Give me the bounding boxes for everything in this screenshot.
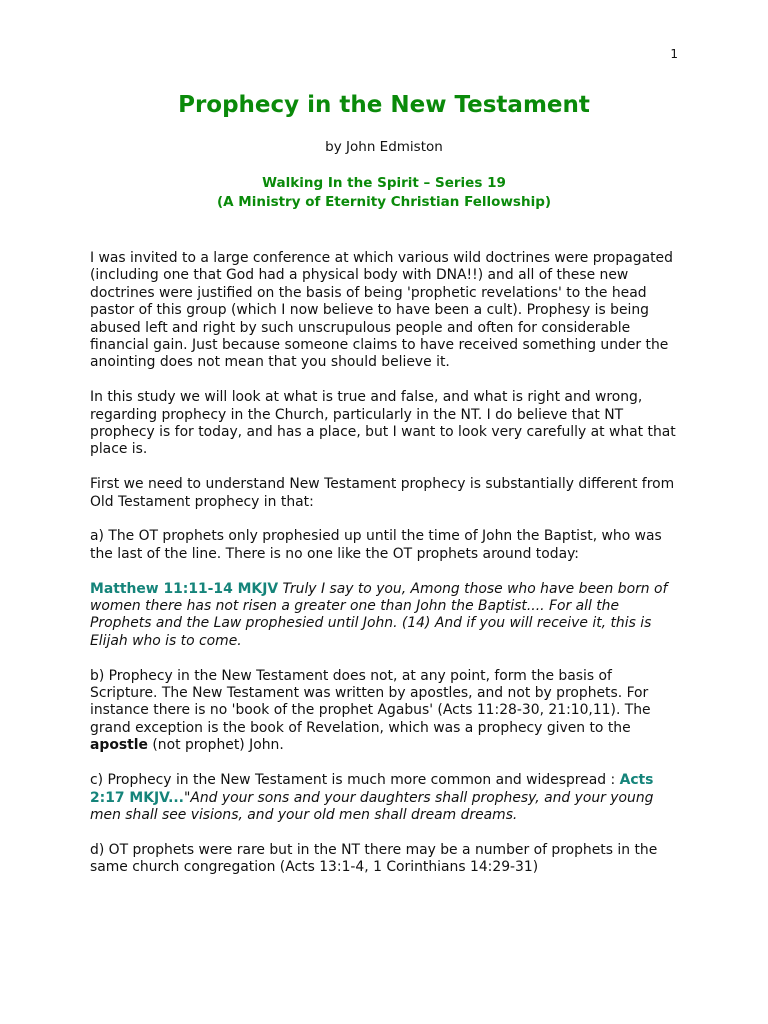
paragraph-first-point: First we need to understand New Testament prophecy is substantially different from Old Testament prophecy in that: xyxy=(90,476,675,510)
verse-reference-acts: Acts 2:17 MKJV... xyxy=(90,772,654,806)
page-number: 1 xyxy=(670,47,678,61)
series-title: Walking In the Spirit – Series 19 xyxy=(262,175,506,191)
point-c-text: c) Prophecy in the New Testament is much more common and widespread : xyxy=(90,772,620,789)
verse-text: Truly I say to you, Among those who have been born of women there has not risen a greater one than John the Baptist.... For all the Prophets and the Law prophesied until John. (14) And if you will receive it, this is Elijah who is to come. xyxy=(90,580,668,649)
paragraph-point-c xyxy=(90,772,682,824)
document-title: Prophecy in the New Testament xyxy=(178,92,590,118)
document-body xyxy=(90,250,682,894)
verse-matthew xyxy=(90,581,682,651)
point-b-emphasis: apostle xyxy=(90,737,148,754)
author-line: by John Edmiston xyxy=(325,139,443,155)
point-b-text-end: (not prophet) John. xyxy=(147,737,284,754)
paragraph-point-d: d) OT prophets were rare but in the NT there may be a number of prophets in the same church congregation (Acts 13:1-4, 1 Corinthians 14:29-31) xyxy=(90,841,658,876)
paragraph-study-purpose: In this study we will look at what is true and false, and what is right and wrong, regarding prophecy in the Church, particularly in the NT. I do believe that NT prophecy is for today, and has a place, but I want to look very carefully at what that place is. xyxy=(90,389,676,458)
paragraph-intro: I was invited to a large conference at which various wild doctrines were propagated (including one that God had a physical body with DNA!!) and all of these new doctrines were justified on the basis of being 'prophetic revelations' to the head pastor of this group (which I now believe to have been a cult). Prophesy is being abused left and right by such unscrupulous people and often for considerable financial gain. Just because someone claims to have received something under the anointing does not mean that you should believe it. xyxy=(90,250,673,371)
paragraph-point-b xyxy=(90,668,682,755)
verse-text-acts: "And your sons and your daughters shall prophesy, and your young men shall see visions, and your old men shall dream dreams. xyxy=(90,789,654,823)
paragraph-point-a: a) The OT prophets only prophesied up until the time of John the Baptist, who was the last of the line. There is no one like the OT prophets around today: xyxy=(90,528,662,562)
verse-reference: Matthew 11:11-14 MKJV xyxy=(90,580,279,597)
series-heading xyxy=(0,174,768,212)
point-b-text: b) Prophecy in the New Testament does not, at any point, form the basis of Scripture. The New Testament was written by apostles, and not by prophets. For instance there is no 'book of the prophet Agabus' (Acts 11:28-30, 21:10,11). The grand exception is the book of Revelation, which was a prophecy given to the xyxy=(90,667,651,736)
ministry-name: (A Ministry of Eternity Christian Fellowship) xyxy=(216,194,552,210)
